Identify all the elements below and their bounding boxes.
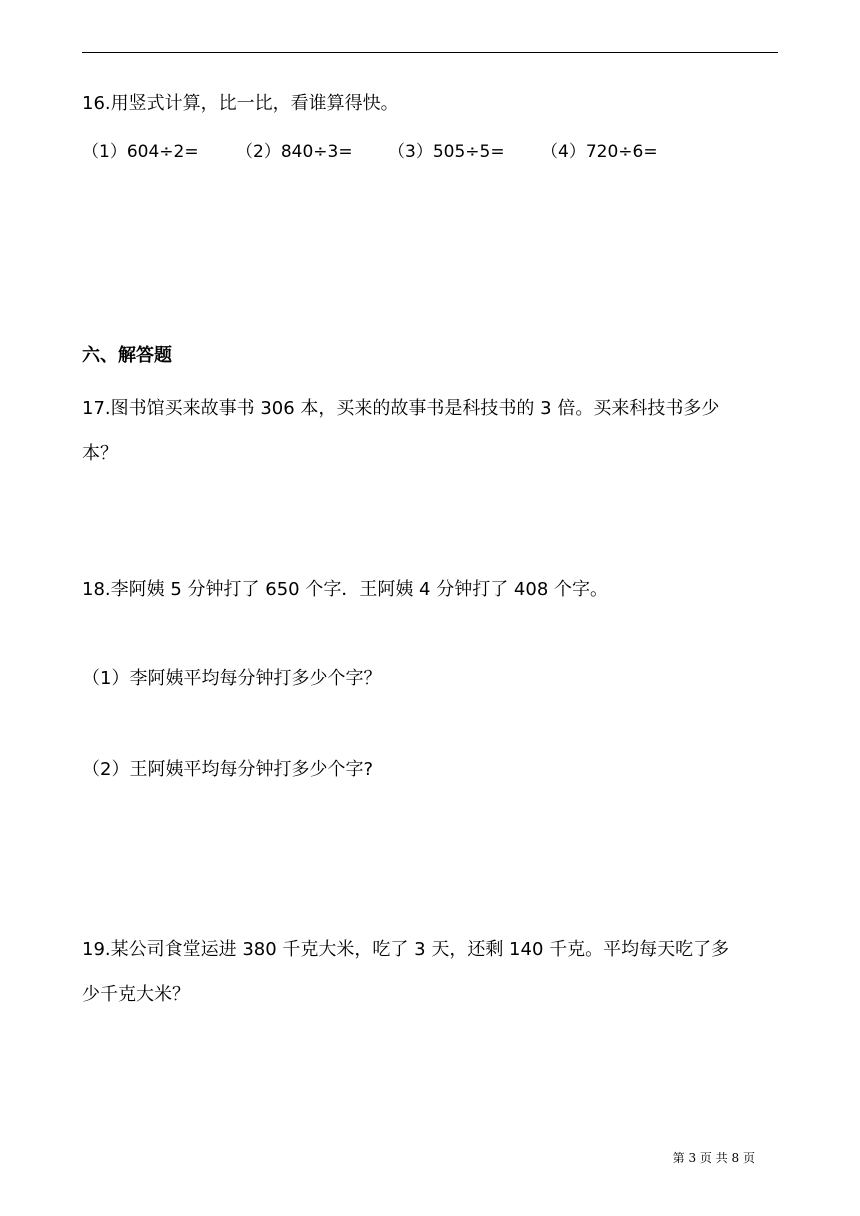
- q18-prompt: 18.李阿姨 5 分钟打了 650 个字．王阿姨 4 分钟打了 408 个字。: [82, 579, 609, 600]
- q17-line-1: 17.图书馆买来故事书 306 本，买来的故事书是科技书的 3 倍。买来科技书多少: [82, 398, 720, 419]
- q16-items: [0, 140, 860, 164]
- q18-sub-1: （1）李阿姨平均每分钟打多少个字？: [82, 668, 382, 689]
- page-number: 第 3 页 共 8 页: [672, 1151, 755, 1165]
- header-rule: [82, 52, 778, 53]
- q16-item-2: （2）840÷3=: [236, 142, 353, 162]
- q19-line-2: 少千克大米？: [82, 984, 190, 1005]
- q16-prompt: 16.用竖式计算，比一比，看谁算得快。: [82, 93, 399, 114]
- q16-item-1: （1）604÷2=: [82, 142, 199, 162]
- q16-item-4: （4）720÷6=: [541, 142, 658, 162]
- q19-line-1: 19.某公司食堂运进 380 千克大米，吃了 3 天，还剩 140 千克。平均每天吃了多: [82, 939, 730, 960]
- q16-item-3: （3）505÷5=: [388, 142, 505, 162]
- q17-line-2: 本？: [82, 443, 118, 464]
- section-title: 六、解答题: [82, 345, 172, 366]
- q18-sub-2: （2）王阿姨平均每分钟打多少个字?: [82, 759, 374, 780]
